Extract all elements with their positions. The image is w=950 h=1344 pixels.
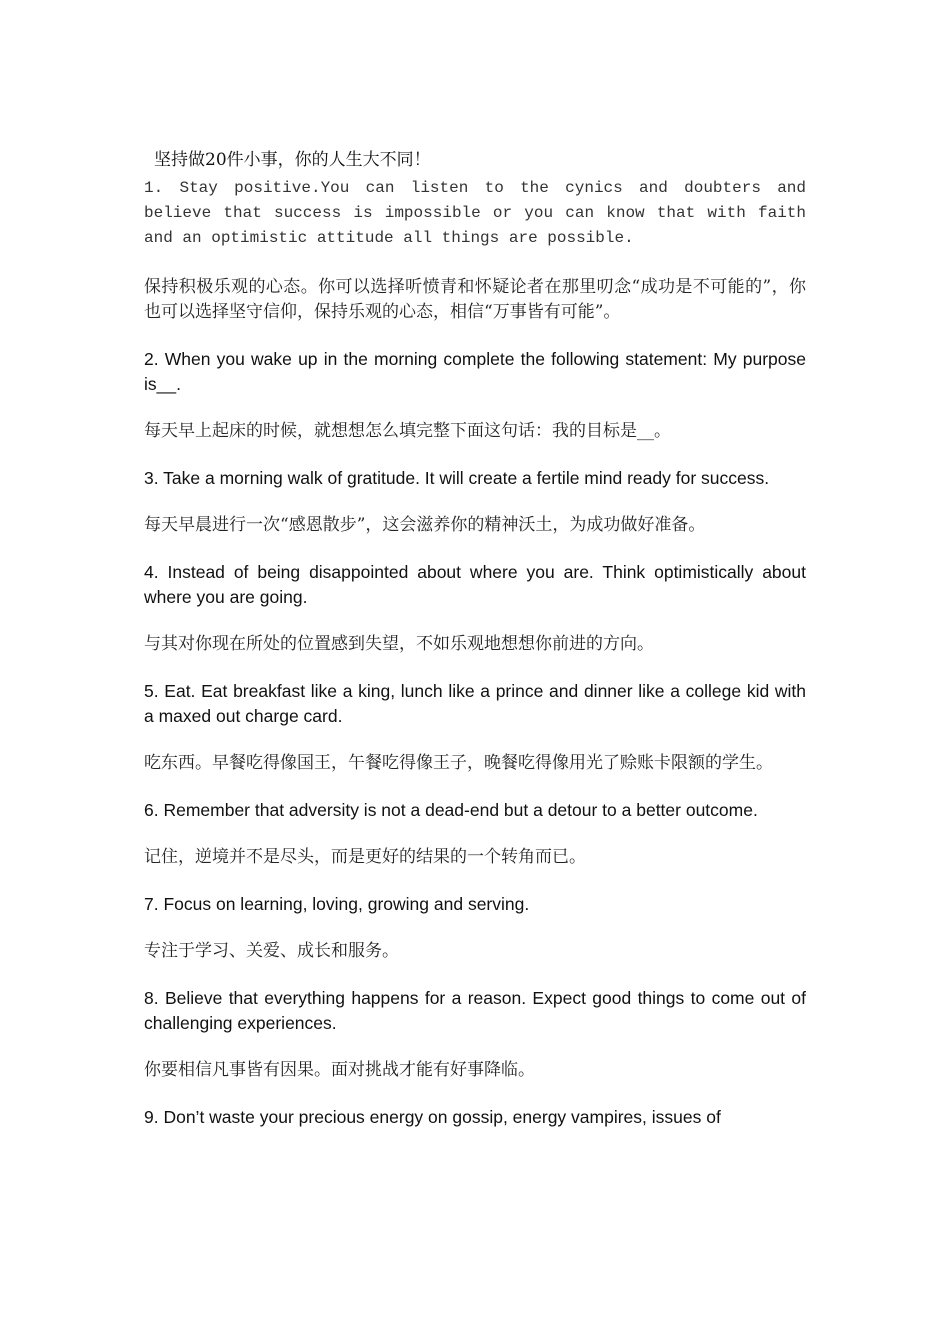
item-1-english: 1. Stay positive.You can listen to the cynics and doubters and believe that success is impossible or you can know that with faith and an optimistic attitude all things are possible.: [144, 179, 806, 247]
item-2-english: 2. When you wake up in the morning complete the following statement: My purpose is__.: [144, 349, 806, 394]
item-7-english: 7. Focus on learning, loving, growing and serving.: [144, 894, 530, 914]
document-title: 坚持做20件小事，你的人生大不同！: [154, 150, 431, 170]
item-6-chinese: 记住，逆境并不是尽头，而是更好的结果的一个转角而已。: [144, 847, 586, 867]
item-9-english: 9. Don’t waste your precious energy on gossip, energy vampires, issues of: [144, 1107, 721, 1127]
document-page: [144, 148, 806, 1130]
item-3-english: 3. Take a morning walk of gratitude. It will create a fertile mind ready for success.: [144, 468, 770, 488]
item-2-chinese: 每天早上起床的时候，就想想怎么填完整下面这句话：我的目标是__。: [144, 421, 671, 441]
item-4-chinese: 与其对你现在所处的位置感到失望，不如乐观地想想你前进的方向。: [144, 634, 654, 654]
item-7-chinese: 专注于学习、关爱、成长和服务。: [144, 941, 399, 961]
item-6-english: 6. Remember that adversity is not a dead-end but a detour to a better outcome.: [144, 800, 758, 820]
item-5-chinese: 吃东西。早餐吃得像国王，午餐吃得像王子，晚餐吃得像用光了赊账卡限额的学生。: [144, 753, 773, 773]
item-4-english: 4. Instead of being disappointed about where you are. Think optimistically about where you are going.: [144, 562, 806, 607]
item-3-chinese: 每天早晨进行一次“感恩散步”，这会滋养你的精神沃土，为成功做好准备。: [144, 515, 706, 535]
item-1-chinese: 保持积极乐观的心态。你可以选择听愤青和怀疑论者在那里叨念“成功是不可能的”，你也可以选择坚守信仰，保持乐观的心态，相信“万事皆有可能”。: [144, 277, 806, 322]
item-8-chinese: 你要相信凡事皆有因果。面对挑战才能有好事降临。: [144, 1060, 535, 1080]
item-5-english: 5. Eat. Eat breakfast like a king, lunch like a prince and dinner like a college kid with a maxed out charge card.: [144, 681, 806, 726]
item-8-english: 8. Believe that everything happens for a reason. Expect good things to come out of challenging experiences.: [144, 988, 806, 1033]
